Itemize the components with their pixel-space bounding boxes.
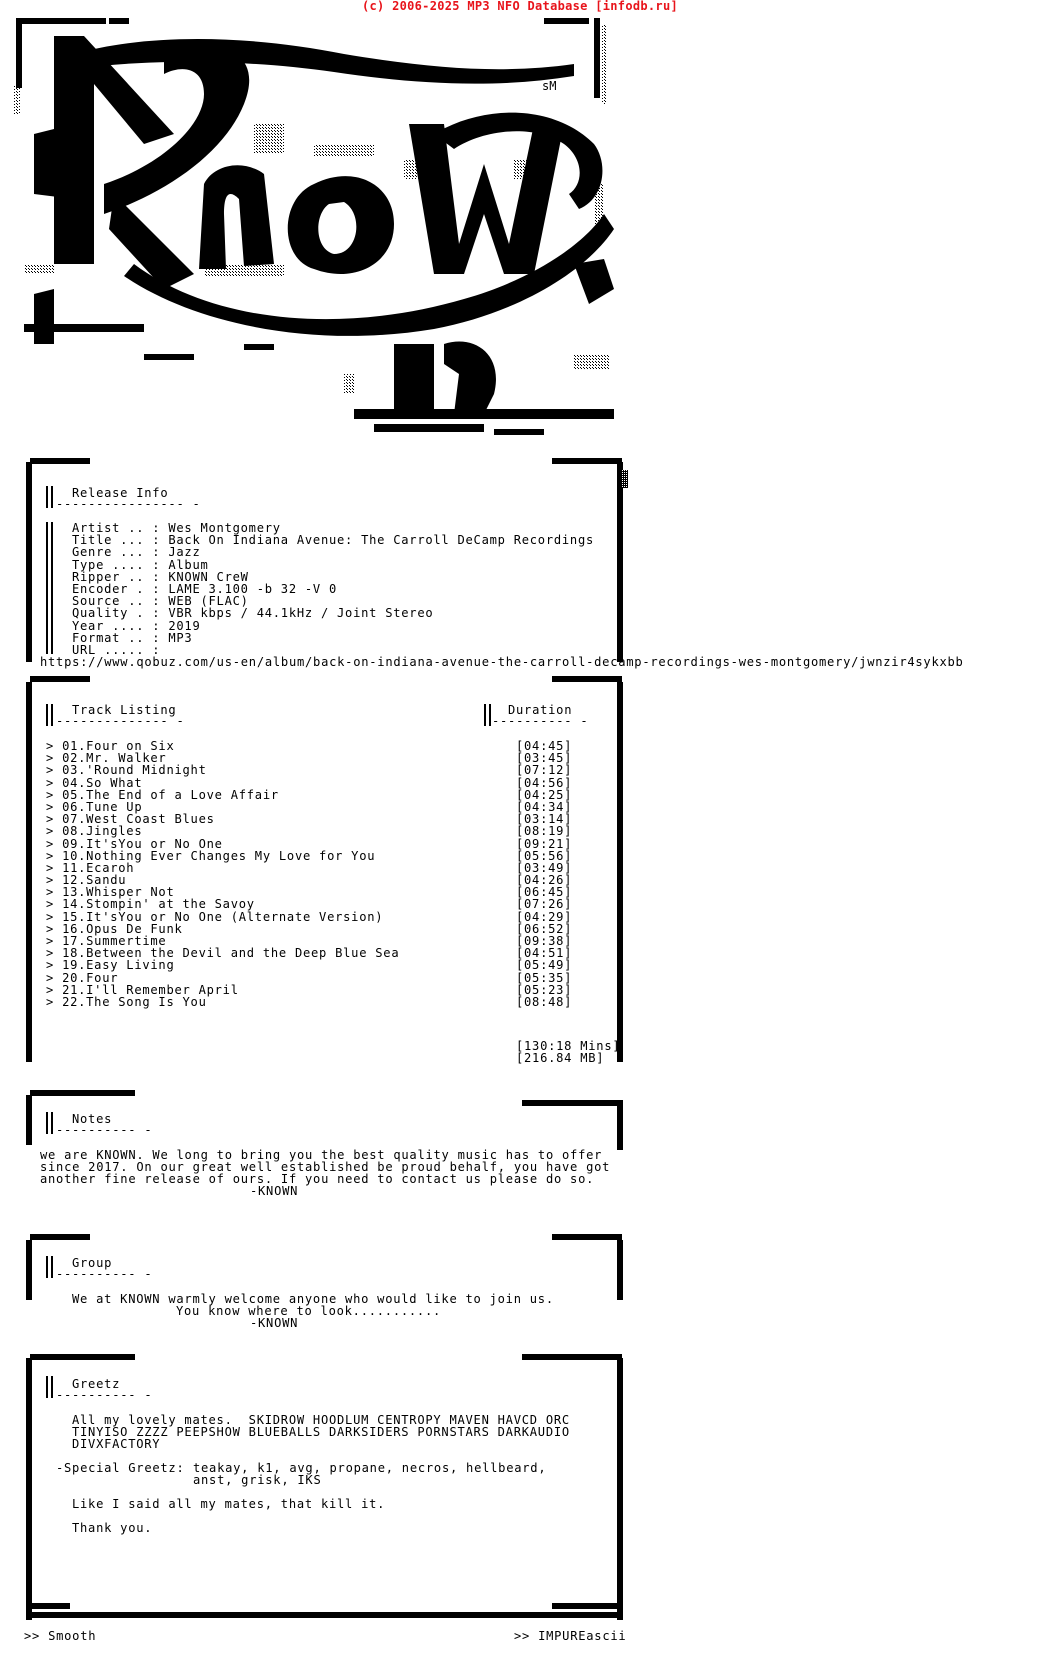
greetz-closing: Like I said all my mates, that kill it.: [72, 1497, 386, 1511]
track-title: 09.It'sYou or No One: [62, 836, 223, 851]
track-listing-heading: Track Listing: [72, 703, 177, 717]
notes-underline: ---------- -: [56, 1123, 153, 1137]
release-info-value: Album: [168, 557, 209, 572]
track-bullet-icon: >: [46, 921, 63, 936]
release-info-fields: [72, 522, 594, 656]
special-greetz-line-1: teakay, k1, avg, propane, necros, hellbeard,: [193, 1461, 547, 1475]
notes-line-1: we are KNOWN. We long to bring you the best quality music has to offer: [40, 1148, 603, 1162]
track-duration: [03:49]: [516, 860, 573, 875]
track-bullet-icon: >: [46, 848, 63, 863]
track-duration: [04:29]: [516, 909, 573, 924]
track-bullet-icon: >: [46, 958, 63, 973]
track-title: 11.Ecaroh: [62, 860, 135, 875]
track-bullet-icon: >: [46, 897, 63, 912]
notes-heading: Notes: [72, 1112, 113, 1126]
track-title: 22.The Song Is You: [62, 994, 207, 1009]
known-ascii-logo: [14, 14, 654, 454]
track-title: 06.Tune Up: [62, 799, 143, 814]
track-list: [46, 740, 586, 1008]
track-bullet-icon: >: [46, 799, 63, 814]
track-bullet-icon: >: [46, 885, 63, 900]
special-greetz-label: -Special Greetz:: [56, 1461, 185, 1475]
release-info-value: 2019: [168, 618, 201, 633]
release-info-label: Format .. :: [72, 630, 161, 645]
release-info-label: Year .... :: [72, 618, 161, 633]
track-title: 08.Jingles: [62, 824, 143, 839]
greetz-thanks: Thank you.: [72, 1521, 153, 1535]
track-duration: [03:45]: [516, 751, 573, 766]
track-row: [46, 959, 586, 971]
track-duration: [08:19]: [516, 824, 573, 839]
track-duration: [04:56]: [516, 775, 573, 790]
release-info-label: Title ... :: [72, 533, 161, 548]
track-duration: [04:34]: [516, 799, 573, 814]
track-title: 03.'Round Midnight: [62, 763, 207, 778]
track-bullet-icon: >: [46, 787, 63, 802]
release-info-value: VBR kbps / 44.1kHz / Joint Stereo: [168, 606, 434, 621]
track-bullet-icon: >: [46, 994, 63, 1009]
release-info-label: Encoder . :: [72, 582, 161, 597]
track-duration: [07:12]: [516, 763, 573, 778]
footer-credit-right: >> IMPUREascii: [514, 1629, 627, 1643]
track-bullet-icon: >: [46, 751, 63, 766]
track-duration: [04:25]: [516, 787, 573, 802]
track-bullet-icon: >: [46, 775, 63, 790]
group-heading: Group: [72, 1256, 113, 1270]
track-duration: [04:26]: [516, 873, 573, 888]
track-title: 14.Stompin' at the Savoy: [62, 897, 255, 912]
release-info-underline: ---------------- -: [56, 497, 201, 511]
track-title: 20.Four: [62, 970, 119, 985]
track-duration: [09:21]: [516, 836, 573, 851]
greetz-line-3: DIVXFACTORY: [72, 1437, 161, 1451]
track-title: 15.It'sYou or No One (Alternate Version): [62, 909, 384, 924]
duration-underline: ---------- -: [492, 714, 589, 728]
track-duration: [06:52]: [516, 921, 573, 936]
track-duration: [03:14]: [516, 812, 573, 827]
special-greetz-line-2: anst, grisk, IKS: [193, 1473, 322, 1487]
track-duration: [05:35]: [516, 970, 573, 985]
greetz-underline: ---------- -: [56, 1388, 153, 1402]
track-bullet-icon: >: [46, 982, 63, 997]
track-bullet-icon: >: [46, 909, 63, 924]
track-title: 18.Between the Devil and the Deep Blue Sea: [62, 946, 400, 961]
greetz-line-2: TINYISO ZZZZ PEEPSHOW BLUEBALLS DARKSIDERS PORNSTARS DARKAUDIO: [72, 1425, 570, 1439]
track-duration: [05:23]: [516, 982, 573, 997]
track-duration: [07:26]: [516, 897, 573, 912]
track-row: [46, 862, 586, 874]
group-line-1: We at KNOWN warmly welcome anyone who would like to join us.: [72, 1292, 554, 1306]
track-bullet-icon: >: [46, 934, 63, 948]
notes-line-3: another fine release of ours. If you need to contact us please do so.: [40, 1172, 595, 1186]
track-title: 02.Mr. Walker: [62, 751, 167, 766]
release-info-value: LAME 3.100 -b 32 -V 0: [168, 582, 338, 597]
duration-heading: Duration: [508, 703, 573, 717]
release-info-value: WEB (FLAC): [168, 594, 249, 609]
track-duration: [05:56]: [516, 848, 573, 863]
group-line-2: You know where to look...........: [176, 1304, 442, 1318]
release-info-label: Artist .. :: [72, 521, 161, 535]
track-bullet-icon: >: [46, 739, 63, 753]
track-bullet-icon: >: [46, 812, 63, 827]
track-bullet-icon: >: [46, 860, 63, 875]
track-title: 17.Summertime: [62, 934, 167, 948]
release-info-label: Ripper .. :: [72, 569, 161, 584]
total-size: [216.84 MB]: [516, 1051, 605, 1065]
release-url[interactable]: https://www.qobuz.com/us-en/album/back-on-indiana-avenue-the-carroll-decamp-recordings-wes-montgomery/jwnzir4sykxbb: [40, 655, 964, 669]
track-bullet-icon: >: [46, 946, 63, 961]
track-title: 13.Whisper Not: [62, 885, 175, 900]
release-info-label: URL ..... :: [72, 643, 161, 658]
total-time: [130:18 Mins]: [516, 1039, 621, 1053]
track-bullet-icon: >: [46, 970, 63, 985]
track-title: 01.Four on Six: [62, 739, 175, 753]
track-bullet-icon: >: [46, 873, 63, 888]
track-title: 16.Opus De Funk: [62, 921, 183, 936]
release-info-value: MP3: [168, 630, 193, 645]
track-title: 07.West Coast Blues: [62, 812, 215, 827]
release-info-value: Wes Montgomery: [168, 521, 281, 535]
group-signature: -KNOWN: [250, 1316, 299, 1330]
release-info-label: Type .... :: [72, 557, 161, 572]
track-duration: [09:38]: [516, 934, 573, 948]
footer-credit-left: >> Smooth: [24, 1629, 97, 1643]
greetz-line-1: All my lovely mates. SKIDROW HOODLUM CENTROPY MAVEN HAVCD ORC: [72, 1413, 570, 1427]
track-row: [46, 996, 586, 1008]
track-bullet-icon: >: [46, 824, 63, 839]
track-title: 19.Easy Living: [62, 958, 175, 973]
track-title: 12.Sandu: [62, 873, 127, 888]
track-duration: [04:51]: [516, 946, 573, 961]
track-bullet-icon: >: [46, 763, 63, 778]
track-title: 04.So What: [62, 775, 143, 790]
group-underline: ---------- -: [56, 1267, 153, 1281]
track-title: 05.The End of a Love Affair: [62, 787, 279, 802]
track-duration: [05:49]: [516, 958, 573, 973]
track-title: 10.Nothing Ever Changes My Love for You: [62, 848, 376, 863]
greetz-heading: Greetz: [72, 1377, 121, 1391]
release-info-value: Back On Indiana Avenue: The Carroll DeCamp Recordings: [168, 533, 595, 548]
release-info-label: Source .. :: [72, 594, 161, 609]
notes-signature: -KNOWN: [250, 1184, 299, 1198]
track-title: 21.I'll Remember April: [62, 982, 239, 997]
release-info-label: Genre ... :: [72, 545, 161, 560]
track-duration: [08:48]: [516, 994, 573, 1009]
logo-signature: sM: [542, 79, 557, 93]
release-info-value: KNOWN CreW: [168, 569, 249, 584]
track-bullet-icon: >: [46, 836, 63, 851]
release-info-heading: Release Info: [72, 486, 169, 500]
track-duration: [06:45]: [516, 885, 573, 900]
track-listing-underline: -------------- -: [56, 714, 185, 728]
release-info-value: Jazz: [168, 545, 201, 560]
release-info-label: Quality . :: [72, 606, 161, 621]
track-duration: [04:45]: [516, 739, 573, 753]
notes-line-2: since 2017. On our great well established be proud behalf, you have got: [40, 1160, 611, 1174]
copyright-notice: (c) 2006-2025 MP3 NFO Database [infodb.ru]: [361, 0, 679, 13]
